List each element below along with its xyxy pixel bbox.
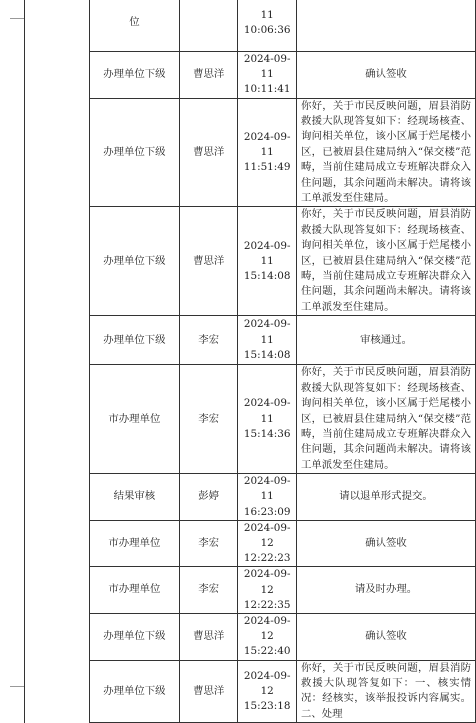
time-cell — [238, 567, 297, 614]
process-record-table — [24, 0, 476, 723]
blank-lead-column — [25, 0, 90, 723]
time-text: 15:22:40 — [243, 645, 291, 658]
date-text: 2024-09-11 — [243, 475, 291, 503]
unit-cell — [89, 613, 179, 660]
date-text: 2024-09-12 — [243, 669, 291, 697]
date-text: 2024-09-12 — [243, 521, 291, 549]
time-text: 15:14:08 — [243, 269, 291, 282]
person-cell: 曹思洋 — [180, 52, 238, 99]
unit-cell — [89, 660, 179, 723]
person-cell: 曹思洋 — [180, 98, 238, 207]
time-text: 12:22:23 — [243, 552, 291, 565]
time-cell — [238, 52, 297, 99]
unit-text: 市办理单位 — [108, 412, 161, 425]
table-row — [25, 474, 476, 521]
table-row — [25, 567, 476, 614]
unit-cell — [89, 365, 179, 474]
content-cell: 审核通过。 — [296, 316, 475, 365]
time-text: 16:23:09 — [243, 505, 291, 518]
unit-text: 位 — [129, 16, 140, 29]
content-cell: 确认签收 — [296, 613, 475, 660]
table-row — [25, 0, 476, 52]
content-cell: 你好，关于市民反映问题，眉县消防救援大队现答复如下：经现场核查、询问相关单位，该小区属于烂尾楼小区，已被眉县住建局纳入“保交楼”范畴，当前住建局成立专班解决群众入住问题，其余问题尚未解决。请将该工单派发至住建局。 — [296, 365, 475, 474]
person-cell: 曹思洋 — [180, 613, 238, 660]
time-cell — [238, 0, 297, 52]
unit-text: 办理单位下级 — [103, 630, 166, 643]
table-row — [25, 520, 476, 567]
table-row — [25, 316, 476, 365]
unit-text: 结果审核 — [113, 490, 156, 503]
content-cell: 请及时办理。 — [296, 567, 475, 614]
date-text: 2024-09-11 — [243, 239, 291, 267]
time-cell — [238, 316, 297, 365]
unit-text: 办理单位下级 — [103, 684, 166, 697]
person-cell: 曹思洋 — [180, 660, 238, 723]
date-text: 2024-09-12 — [243, 614, 291, 643]
time-text: 10:11:41 — [243, 83, 291, 96]
time-cell — [238, 520, 297, 567]
table-row — [25, 613, 476, 660]
unit-cell — [89, 0, 179, 52]
content-cell — [296, 0, 475, 52]
person-cell: 曹思洋 — [180, 207, 238, 316]
unit-cell — [89, 98, 179, 207]
date-text: 11 — [260, 8, 274, 21]
unit-cell — [89, 316, 179, 365]
unit-text: 市办理单位 — [108, 583, 161, 596]
person-cell: 李宏 — [180, 520, 238, 567]
person-cell: 李宏 — [180, 316, 238, 365]
time-text: 15:14:08 — [243, 348, 291, 361]
time-cell — [238, 98, 297, 207]
content-cell: 你好，关于市民反映问题，眉县消防救援大队现答复如下：经现场核查、询问相关单位，该小区属于烂尾楼小区，已被眉县住建局纳入“保交楼”范畴，当前住建局成立专班解决群众入住问题，其余问题尚未解决。请将该工单派发至住建局。 — [296, 98, 475, 207]
content-cell: 你好，关于市民反映问题，眉县消防救援大队现答复如下：一、核实情况：经核实，该举报投诉内容属实。二、处理 — [296, 660, 475, 723]
page-corner-mark — [10, 4, 25, 19]
person-cell: 李宏 — [180, 567, 238, 614]
date-text: 2024-09-11 — [243, 397, 291, 425]
time-cell — [238, 365, 297, 474]
unit-cell — [89, 474, 179, 521]
table-row — [25, 660, 476, 723]
unit-cell — [89, 52, 179, 99]
table-row — [25, 98, 476, 207]
unit-cell — [89, 520, 179, 567]
date-text: 2024-09-11 — [243, 53, 291, 81]
table-row — [25, 52, 476, 99]
time-text: 15:23:18 — [243, 699, 291, 712]
time-cell — [238, 207, 297, 316]
unit-cell — [89, 207, 179, 316]
table-row — [25, 365, 476, 474]
time-cell — [238, 660, 297, 723]
unit-cell — [89, 567, 179, 614]
unit-text: 办理单位下级 — [103, 145, 166, 158]
content-cell: 确认签收 — [296, 520, 475, 567]
person-cell — [180, 0, 238, 52]
time-text: 15:14:36 — [243, 427, 291, 440]
date-text: 2024-09-11 — [243, 318, 291, 346]
unit-text: 市办理单位 — [108, 536, 161, 549]
table-row — [25, 207, 476, 316]
time-text: 11:51:49 — [243, 161, 291, 174]
unit-text: 办理单位下级 — [103, 333, 166, 346]
time-text: 12:22:35 — [243, 598, 291, 611]
time-cell — [238, 474, 297, 521]
content-cell: 确认签收 — [296, 52, 475, 99]
content-cell: 你好，关于市民反映问题，眉县消防救援大队现答复如下：经现场核查、询问相关单位，该小区属于烂尾楼小区，已被眉县住建局纳入“保交楼”范畴，当前住建局成立专班解决群众入住问题，其余问题尚未解决。请将该工单派发至住建局。 — [296, 207, 475, 316]
person-cell: 李宏 — [180, 365, 238, 474]
unit-text: 办理单位下级 — [103, 68, 166, 81]
person-cell: 彭婷 — [180, 474, 238, 521]
time-cell — [238, 613, 297, 660]
date-text: 2024-09-12 — [243, 568, 291, 596]
content-cell: 请以退单形式提交。 — [296, 474, 475, 521]
time-text: 10:06:36 — [243, 24, 291, 36]
date-text: 2024-09-11 — [243, 130, 291, 158]
page-corner-mark — [10, 686, 25, 701]
unit-text: 办理单位下级 — [103, 254, 166, 267]
